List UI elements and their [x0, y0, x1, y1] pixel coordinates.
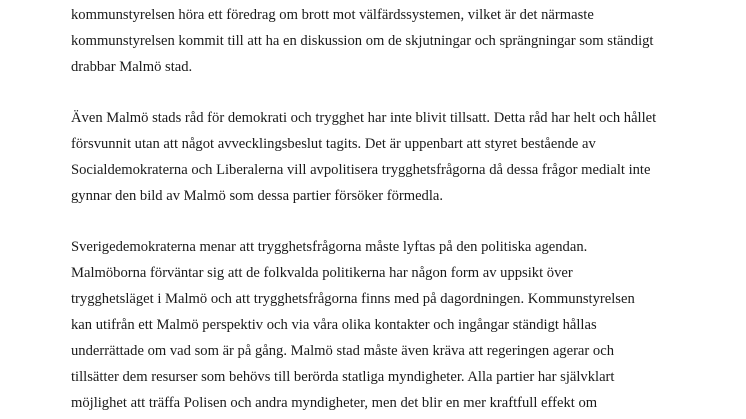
text-line: Malmöborna förväntar sig att de folkvalda politikerna har någon form av uppsikt över [71, 265, 573, 281]
text-line: gynnar den bild av Malmö som dessa partier försöker förmedla. [71, 188, 444, 204]
text-line: kan utifrån ett Malmö perspektiv och via våra olika kontakter och ingångar ständigt hållas [71, 317, 597, 333]
text-line: underrättade om vad som är på gång. Malmö stad måste även kräva att regeringen agerar och [71, 343, 614, 359]
text-line: Även Malmö stads råd för demokrati och trygghet har inte blivit tillsatt. Detta råd har helt och hållet [71, 110, 657, 126]
text-line: kommunstyrelsen kommit till att ha en diskussion om de skjutningar och sprängningar som ständigt [71, 33, 654, 49]
text-line: trygghetsläget i Malmö och att trygghetsfrågorna finns med på dagordningen. Kommunstyrelsen [71, 291, 635, 307]
text-line: kommunstyrelsen höra ett föredrag om brott mot välfärdssystemen, vilket är det närmaste [71, 7, 594, 23]
text-line: möjlighet att träffa Polisen och andra myndigheter, men det blir en mer kraftfull effekt om [71, 395, 598, 411]
text-line: Socialdemokraterna och Liberalerna vill avpolitisera trygghetsfrågorna då dessa frågor medialt inte [71, 162, 651, 178]
text-line: drabbar Malmö stad. [71, 59, 193, 75]
text-line: försvunnit utan att något avvecklingsbeslut tagits. Det är uppenbart att styret bestående av [71, 136, 596, 152]
text-line: tillsätter dem resurser som behövs till berörda statliga myndigheter. Alla partier har självklart [71, 369, 615, 385]
text-line: Sverigedemokraterna menar att trygghetsfrågorna måste lyftas på den politiska agendan. [71, 239, 588, 255]
